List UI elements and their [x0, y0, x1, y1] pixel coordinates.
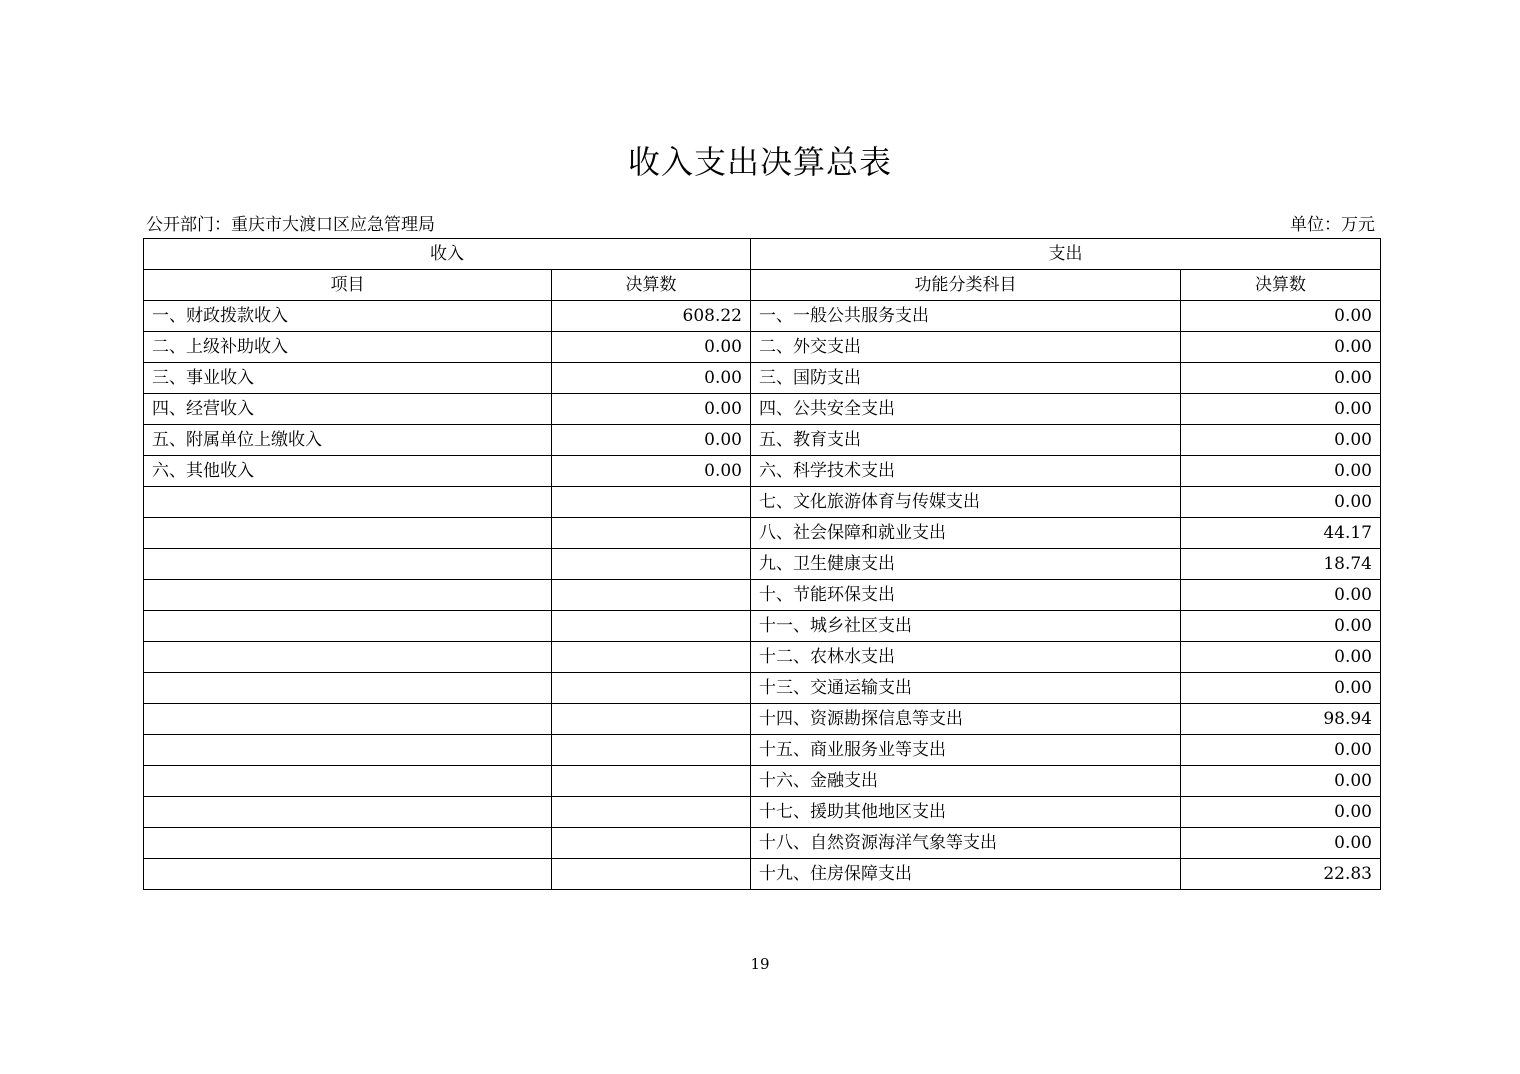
expense-item-cell: 十七、援助其他地区支出 — [751, 797, 1181, 828]
table-row — [144, 394, 1381, 425]
expense-amount-cell: 0.00 — [1181, 797, 1381, 828]
table-row — [144, 735, 1381, 766]
expense-amount-cell: 0.00 — [1181, 394, 1381, 425]
expense-amount-cell: 0.00 — [1181, 332, 1381, 363]
table-row — [144, 704, 1381, 735]
income-item-cell — [144, 766, 552, 797]
table-row — [144, 797, 1381, 828]
income-item-cell: 二、上级补助收入 — [144, 332, 552, 363]
expense-amount-cell: 44.17 — [1181, 518, 1381, 549]
expense-amount-cell: 0.00 — [1181, 611, 1381, 642]
income-amount-cell — [552, 828, 751, 859]
table-body — [144, 239, 1381, 890]
table-row — [144, 456, 1381, 487]
income-item-cell — [144, 828, 552, 859]
income-amount-cell — [552, 704, 751, 735]
income-amount-cell — [552, 549, 751, 580]
income-amount-cell — [552, 859, 751, 890]
expense-item-cell: 十一、城乡社区支出 — [751, 611, 1181, 642]
expense-section-header: 支出 — [751, 239, 1381, 270]
expense-item-cell: 七、文化旅游体育与传媒支出 — [751, 487, 1181, 518]
income-expense-table — [143, 238, 1381, 890]
income-item-cell — [144, 735, 552, 766]
income-item-cell: 一、财政拨款收入 — [144, 301, 552, 332]
expense-item-cell: 十四、资源勘探信息等支出 — [751, 704, 1181, 735]
table-row — [144, 363, 1381, 394]
income-section-header: 收入 — [144, 239, 751, 270]
table-row — [144, 580, 1381, 611]
expense-item-cell: 十五、商业服务业等支出 — [751, 735, 1181, 766]
expense-amount-cell: 0.00 — [1181, 456, 1381, 487]
income-amount-cell: 0.00 — [552, 456, 751, 487]
income-amount-cell: 0.00 — [552, 332, 751, 363]
income-item-cell — [144, 580, 552, 611]
income-item-cell: 四、经营收入 — [144, 394, 552, 425]
expense-amount-cell: 0.00 — [1181, 425, 1381, 456]
page-number: 19 — [750, 955, 770, 973]
expense-item-cell: 十八、自然资源海洋气象等支出 — [751, 828, 1181, 859]
income-item-cell: 六、其他收入 — [144, 456, 552, 487]
income-item-header: 项目 — [144, 270, 552, 301]
table-row — [144, 642, 1381, 673]
page-title: 收入支出决算总表 — [627, 143, 892, 181]
income-amount-cell — [552, 673, 751, 704]
expense-amount-cell: 0.00 — [1181, 828, 1381, 859]
expense-amount-cell: 0.00 — [1181, 673, 1381, 704]
expense-amount-cell: 0.00 — [1181, 580, 1381, 611]
expense-item-cell: 十、节能环保支出 — [751, 580, 1181, 611]
expense-amount-header: 决算数 — [1181, 270, 1381, 301]
income-amount-cell: 0.00 — [552, 363, 751, 394]
income-amount-cell — [552, 766, 751, 797]
expense-item-cell: 九、卫生健康支出 — [751, 549, 1181, 580]
expense-amount-cell: 0.00 — [1181, 735, 1381, 766]
table-row — [144, 611, 1381, 642]
table-row — [144, 487, 1381, 518]
expense-amount-cell: 0.00 — [1181, 766, 1381, 797]
table-row — [144, 859, 1381, 890]
table-row — [144, 301, 1381, 332]
table-row — [144, 425, 1381, 456]
income-item-cell — [144, 518, 552, 549]
income-item-cell — [144, 611, 552, 642]
expense-amount-cell: 22.83 — [1181, 859, 1381, 890]
income-item-cell — [144, 704, 552, 735]
expense-item-cell: 二、外交支出 — [751, 332, 1181, 363]
income-item-cell — [144, 859, 552, 890]
income-amount-cell — [552, 642, 751, 673]
expense-amount-cell: 0.00 — [1181, 363, 1381, 394]
section-header-row — [144, 239, 1381, 270]
income-amount-cell — [552, 735, 751, 766]
income-item-cell — [144, 487, 552, 518]
income-amount-header: 决算数 — [552, 270, 751, 301]
expense-item-cell: 十九、住房保障支出 — [751, 859, 1181, 890]
table-row — [144, 766, 1381, 797]
expense-amount-cell: 0.00 — [1181, 487, 1381, 518]
column-header-row — [144, 270, 1381, 301]
expense-amount-cell: 98.94 — [1181, 704, 1381, 735]
income-amount-cell — [552, 487, 751, 518]
table-row — [144, 549, 1381, 580]
expense-item-cell: 十二、农林水支出 — [751, 642, 1181, 673]
income-item-cell — [144, 797, 552, 828]
income-item-cell — [144, 549, 552, 580]
income-amount-cell: 608.22 — [552, 301, 751, 332]
expense-amount-cell: 18.74 — [1181, 549, 1381, 580]
expense-item-header: 功能分类科目 — [751, 270, 1181, 301]
expense-item-cell: 五、教育支出 — [751, 425, 1181, 456]
income-item-cell — [144, 673, 552, 704]
expense-item-cell: 八、社会保障和就业支出 — [751, 518, 1181, 549]
income-amount-cell — [552, 518, 751, 549]
expense-amount-cell: 0.00 — [1181, 301, 1381, 332]
table-row — [144, 332, 1381, 363]
expense-item-cell: 十六、金融支出 — [751, 766, 1181, 797]
table-row — [144, 518, 1381, 549]
income-amount-cell: 0.00 — [552, 394, 751, 425]
table-row — [144, 828, 1381, 859]
unit-label: 单位：万元 — [1290, 215, 1375, 235]
income-amount-cell — [552, 580, 751, 611]
income-item-cell: 三、事业收入 — [144, 363, 552, 394]
expense-item-cell: 十三、交通运输支出 — [751, 673, 1181, 704]
income-amount-cell: 0.00 — [552, 425, 751, 456]
income-item-cell: 五、附属单位上缴收入 — [144, 425, 552, 456]
expense-amount-cell: 0.00 — [1181, 642, 1381, 673]
table-row — [144, 673, 1381, 704]
income-amount-cell — [552, 611, 751, 642]
expense-item-cell: 四、公共安全支出 — [751, 394, 1181, 425]
income-item-cell — [144, 642, 552, 673]
income-amount-cell — [552, 797, 751, 828]
department-label: 公开部门：重庆市大渡口区应急管理局 — [146, 215, 435, 235]
expense-item-cell: 三、国防支出 — [751, 363, 1181, 394]
expense-item-cell: 六、科学技术支出 — [751, 456, 1181, 487]
expense-item-cell: 一、一般公共服务支出 — [751, 301, 1181, 332]
